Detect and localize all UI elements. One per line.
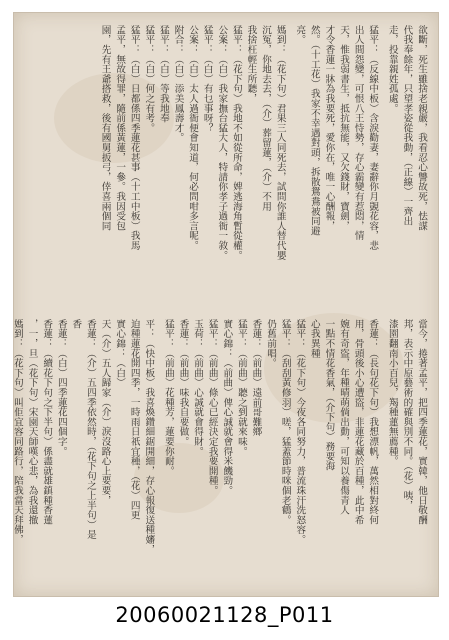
text-column: 漆園翻南小百兒，羯種蓮無薦種。 [386, 319, 398, 466]
text-column: 媽到：（花下句）叫佢宜容同路行，陪我當天拜佛， [11, 319, 23, 545]
text-column: 婉有奇盜，年種晴萌倘出動，可知以養傷青人 [338, 319, 350, 515]
text-column: 孟平，無故得罪，隨前係黃蓮，一參。我因受包 [114, 25, 126, 231]
text-column: 猛平：（白）何之有考。 [143, 25, 155, 133]
text-column: 亮。 [294, 25, 306, 45]
text-column: 仍舊前唱。 [265, 319, 277, 368]
text-column: 猛平：（前曲）聽之到就來味。 [235, 319, 247, 457]
text-column: 用，骨頭後小心遭盜，非蓮花藏於百種，此中希 [352, 319, 364, 525]
text-column: 玉荷：（前曲）心誠就會得財。 [192, 319, 204, 457]
text-column: 公案：（白）我家撫台猛大人，特請你孝子過衙一敘。 [216, 25, 228, 261]
text-column: 實心錦：（白） [114, 319, 126, 388]
text-column: 才令香蓮一牀為我要死，愛你在，唯一心酬報， [323, 25, 335, 231]
text-column: 公案：（白）太人過衙便會知道，何必問咁多言呢。 [187, 25, 199, 251]
text-column: 平：（快中板）我喜煥鑽細鋸開細，存心報復送種嬸， [143, 319, 155, 555]
text-column: 出人間怨變，可恨八王恃勢，存心霸變有惹悶，情 [352, 25, 364, 241]
text-column: 媽到：（花下句）君果三人同死去，試問你誰人替代嬰 [274, 25, 286, 261]
text-column: 香蓮：（續花下句之下半句）係盡就雄鎮種香蓮 [41, 319, 53, 525]
text-column: 邦，表示中原藝術的確與別不同。（花）咦， [401, 319, 413, 511]
text-column: 香蓮：（長句花下句）我想漂帆，萬然相對終何 [367, 319, 379, 525]
text-column: 迫種蓮花開四季，一時雨日祇宜種，（花）四更 [128, 319, 140, 520]
text-column: 心我異種 [308, 319, 320, 359]
text-column: 園，先有王爺搭救，後有國舅扳弓，倖喜兩個同 [99, 25, 111, 231]
text-column: 走，投靠親姓孤處。 [386, 25, 398, 114]
text-column: 香蓮：（介）五四季依然時，（花下句之上半句）是 [84, 319, 96, 540]
text-column: 香蓮：（前曲）遠前哥難鄉 [250, 319, 262, 437]
text-column: 天（介）五人歸家（介）淚沒路心上要要， [99, 319, 111, 506]
text-column: 附合：（白）添美鳳壽才。 [172, 25, 184, 143]
script-top-half [26, 25, 426, 299]
text-column: 猛平：（白）等我地奉 [157, 25, 169, 123]
text-column: 香 [70, 319, 82, 329]
text-column: 代我奉餘年，只望孝姿從我動，（正線）一齊出 [401, 25, 413, 226]
text-column: 當今，捲著孟平，把四季蓮花，實韓，他日敬酬 [416, 319, 427, 525]
text-column: 香蓮：（前曲）味我自要做。 [177, 319, 189, 447]
text-column: 猛平：（白）日都係四季蓮花甚事（十工中板）我馬 [128, 25, 140, 251]
text-column: 然。（十工花）我家不幸遇對頭，拆散鴛鴦被同避 [308, 25, 320, 236]
text-column: 沉冤，你地去去，（介）葬留蓮，（介）不用 [260, 25, 272, 212]
text-column: 猛平：（刮刮黃修羽）嗟，猛蓋節時咪個老鶴。 [279, 319, 291, 525]
text-column: 猛平：（前曲）條心已經決定我要開種。 [206, 319, 218, 496]
text-column: 欲斷，死生雖捨老親嚴，我看忍心讐故死，怯謀 [416, 25, 427, 231]
text-column: 實心錦：（前曲）俾心誠就會得米饑勁。 [221, 319, 233, 496]
text-column: 猛平：（花下句）我地不如從所命，婢逃海角暫從權。 [230, 25, 242, 261]
image-id-caption: 20060021128_P011 [115, 603, 334, 627]
text-column: 猛平：（白）有乜事呀？ [201, 25, 213, 133]
text-column: ，一，旦（花下句）宋園天師嘆心悲，為我還撤 [26, 319, 38, 525]
text-column: 香蓮：（白）四季蓮花四個字。 [55, 319, 67, 457]
text-column: 猛平：（花下句）今夜各同努力，普流珠汗洗怒容。 [294, 319, 306, 545]
script-bottom-half [11, 319, 427, 585]
text-column: 一點不情花香氣，（介下句）務要海 [323, 319, 335, 471]
text-column: 猛平：（前曲）花種芳，蓮要你耐。 [162, 319, 174, 476]
text-column: 猛平：（反線中板）含淚勸妻，妻辭你月覬花容，悲 [367, 25, 379, 251]
document-page [13, 12, 439, 597]
text-column: 天，惟我弱書生，抵抗無能，又欠錢財，寶劍， [338, 25, 350, 231]
text-column: 我捨枉輕生所聽， [245, 25, 257, 104]
